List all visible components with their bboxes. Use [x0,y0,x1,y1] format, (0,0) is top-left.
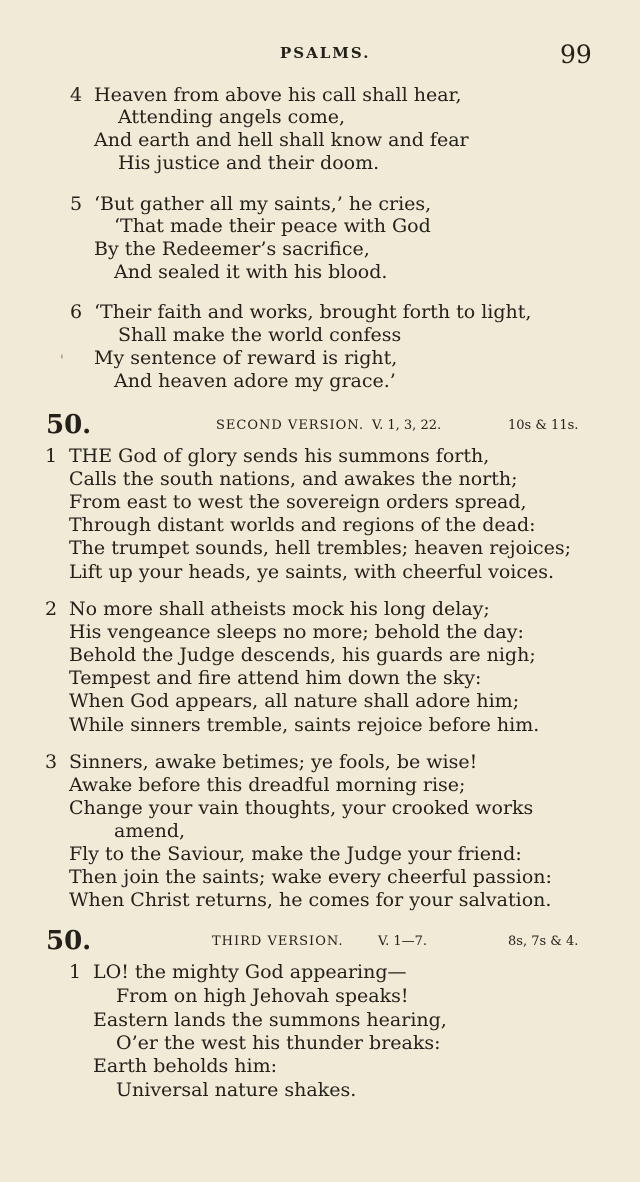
stanza-number: 3 [45,751,58,773]
stanza-number: 4 [70,84,83,106]
verse-line: ‘That made their peace with God [114,215,431,237]
verse-line: When Christ returns, he comes for your salvation. [69,889,552,911]
verse-line: Tempest and fire attend him down the sky: [69,667,482,689]
stanza-number: 2 [45,598,58,620]
stanza-number: 5 [70,193,83,215]
verse-line: And sealed it with his blood. [114,261,388,283]
version-label: SECOND VERSION. [216,418,364,433]
hymn-header-third-version [0,926,640,958]
running-header [0,40,640,70]
verse-line: And heaven adore my grace.’ [114,370,396,392]
verse-line: The trumpet sounds, hell trembles; heaven rejoices; [69,537,572,559]
verse-line: From east to west the sovereign orders spread, [69,491,527,513]
page-number: 99 [560,40,592,69]
stanza-number: 1 [69,961,82,983]
psalm-number: 50. [46,410,92,440]
verse-line: 1 LO! the mighty God appearing— [69,961,407,983]
psalm-number: 50. [46,926,92,956]
verse-line: 1 THE God of glory sends his summons forth, [45,445,490,467]
verse-line: When God appears, all nature shall adore him; [69,690,520,712]
verse-line: 2 No more shall atheists mock his long delay; [45,598,490,620]
verse-line: O’er the west his thunder breaks: [116,1032,441,1054]
verse-reference: V. 1—7. [378,934,428,949]
verse-line: Then join the saints; wake every cheerful passion: [69,866,552,888]
verse-line: 4 Heaven from above his call shall hear, [70,84,462,106]
hymn-header-second-version [0,410,640,442]
verse-line: While sinners tremble, saints rejoice before him. [69,714,540,736]
version-label: THIRD VERSION. [212,934,344,949]
verse-line: From on high Jehovah speaks! [116,985,409,1007]
verse-line: Earth beholds him: [93,1055,278,1077]
verse-line: Lift up your heads, ye saints, with cheerful voices. [69,561,555,583]
running-title: PSALMS. [280,44,371,62]
verse-line: Shall make the world confess [118,324,402,346]
verse-line: Eastern lands the summons hearing, [93,1009,447,1031]
verse-line: His justice and their doom. [118,152,380,174]
verse-line: Behold the Judge descends, his guards are nigh; [69,644,536,666]
verse-line: Awake before this dreadful morning rise; [69,774,466,796]
verse-line: Attending angels come, [118,106,346,128]
verse-line: By the Redeemer’s sacrifice, [94,238,370,260]
verse-reference: V. 1, 3, 22. [372,418,442,433]
stanza-number: 1 [45,445,58,467]
verse-line: 6 ‘Their faith and works, brought forth to light, [70,301,532,323]
margin-mark: ' [60,353,64,369]
verse-line: Change your vain thoughts, your crooked works [69,797,534,819]
verse-line: Through distant worlds and regions of the dead: [69,514,536,536]
verse-line: 5 ‘But gather all my saints,’ he cries, [70,193,432,215]
meter-label: 8s, 7s & 4. [508,934,579,949]
verse-line: His vengeance sleeps no more; behold the day: [69,621,524,643]
stanza-number: 6 [70,301,83,323]
verse-line: amend, [114,820,186,842]
verse-line: Calls the south nations, and awakes the north; [69,468,518,490]
verse-line: Fly to the Saviour, make the Judge your friend: [69,843,522,865]
verse-line: And earth and hell shall know and fear [94,129,469,151]
verse-line: My sentence of reward is right, [94,347,398,369]
verse-line: 3 Sinners, awake betimes; ye fools, be wise! [45,751,478,773]
verse-line: Universal nature shakes. [116,1079,357,1101]
meter-label: 10s & 11s. [508,418,579,433]
